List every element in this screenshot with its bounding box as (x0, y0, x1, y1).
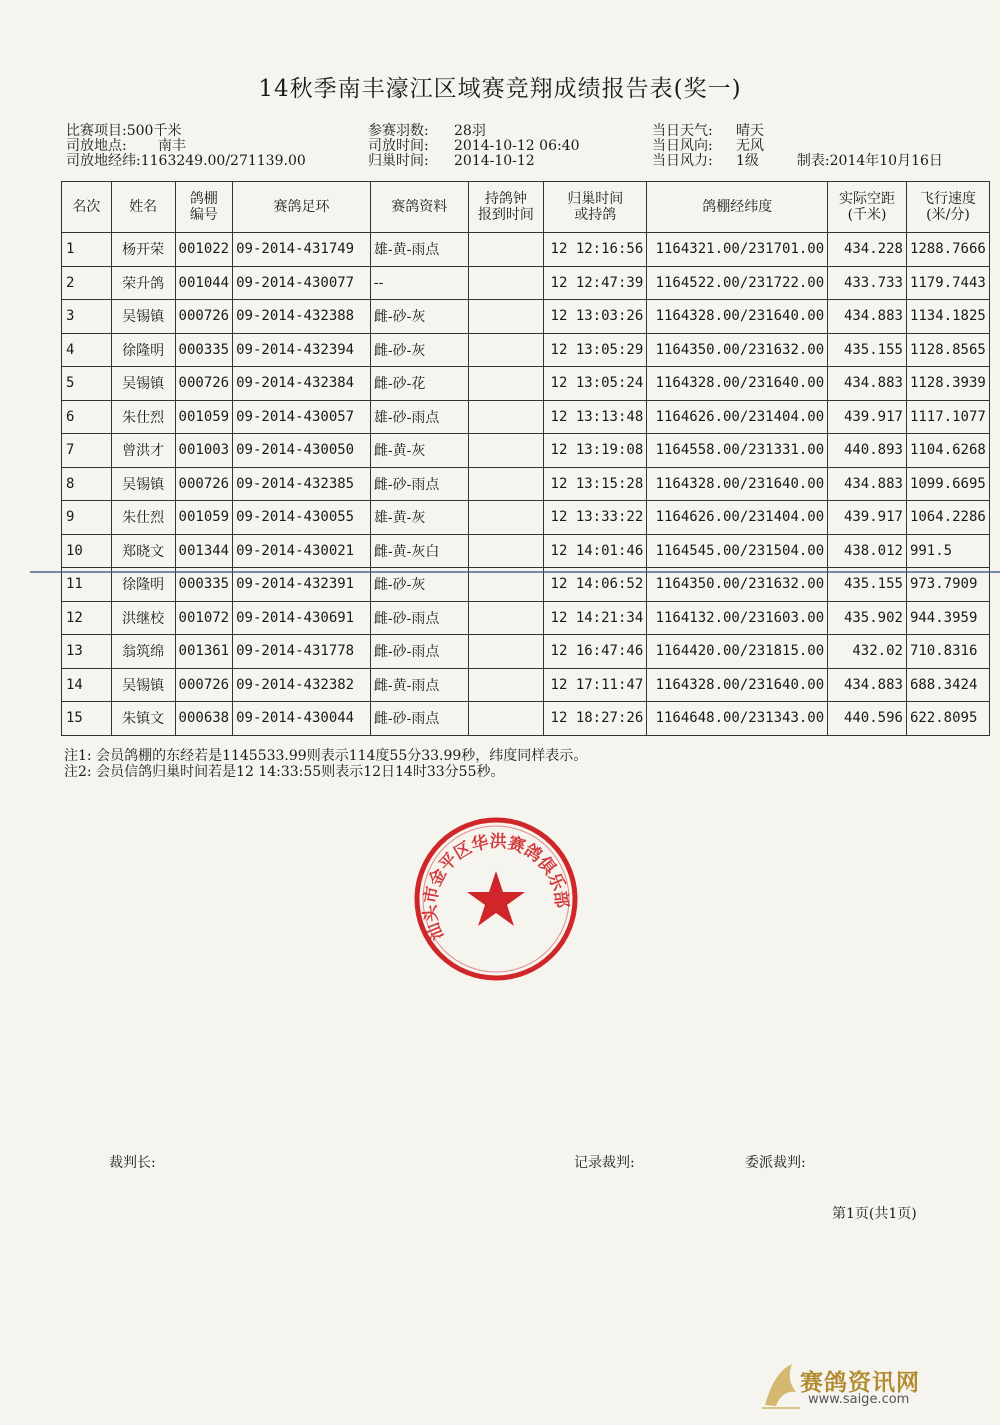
table-row (62, 501, 990, 535)
cell-clock (468, 467, 544, 501)
table-row (62, 300, 990, 334)
cell-coords: 1164626.00/231404.00 (647, 501, 828, 535)
cell-ring: 09-2014-430055 (233, 501, 371, 535)
cell-clock (468, 367, 544, 401)
cell-rank: 6 (62, 400, 112, 434)
cell-arrival: 12 13:05:24 (544, 367, 647, 401)
cell-ring: 09-2014-432382 (233, 668, 371, 702)
cell-coords: 1164132.00/231603.00 (647, 601, 828, 635)
record-judge-signature: 记录裁判: (574, 1155, 635, 1171)
cell-coords: 1164522.00/231722.00 (647, 266, 828, 300)
cell-speed: 973.7909 (906, 568, 989, 602)
cell-arrival: 12 14:21:34 (544, 601, 647, 635)
scan-line (30, 571, 1000, 573)
cell-name: 徐隆明 (111, 568, 175, 602)
cell-info: 雌-砂-雨点 (370, 635, 468, 669)
cell-ring: 09-2014-432391 (233, 568, 371, 602)
cell-coords: 1164558.00/231331.00 (647, 434, 828, 468)
cell-name: 洪继校 (111, 601, 175, 635)
cell-info: 雄-黄-灰 (370, 501, 468, 535)
meta-row: 当日天气: 晴天 (652, 123, 764, 139)
cell-info: -- (370, 266, 468, 300)
cell-arrival: 12 13:05:29 (544, 333, 647, 367)
cell-arrival: 12 16:47:46 (544, 635, 647, 669)
cell-rank: 12 (62, 601, 112, 635)
cell-name: 朱仕烈 (111, 501, 175, 535)
cell-clock (468, 668, 544, 702)
meta-row: 当日风向: 无风 (652, 138, 764, 154)
cell-loft: 000726 (175, 467, 233, 501)
cell-clock (468, 400, 544, 434)
cell-arrival: 12 13:33:22 (544, 501, 647, 535)
cell-name: 朱镇文 (111, 702, 175, 736)
cell-arrival: 12 13:15:28 (544, 467, 647, 501)
meta-row: 司放时间: 2014-10-12 06:40 (368, 138, 580, 154)
cell-speed: 1288.7666 (906, 233, 989, 267)
cell-speed: 710.8316 (906, 635, 989, 669)
cell-ring: 09-2014-432385 (233, 467, 371, 501)
cell-clock (468, 266, 544, 300)
cell-ring: 09-2014-432388 (233, 300, 371, 334)
cell-coords: 1164545.00/231504.00 (647, 534, 828, 568)
cell-speed: 944.3959 (906, 601, 989, 635)
cell-distance: 435.155 (828, 568, 907, 602)
cell-coords: 1164350.00/231632.00 (647, 333, 828, 367)
cell-clock (468, 233, 544, 267)
report-title: 14秋季南丰濠江区域赛竞翔成绩报告表(奖一) (258, 76, 742, 102)
column-header: 鸽棚经纬度 (647, 182, 828, 233)
meta-row: 司放地经纬:1163249.00/271139.00 (66, 153, 306, 169)
cell-rank: 9 (62, 501, 112, 535)
prepared-date: 2014年10月16日 (829, 153, 943, 169)
meta-column-3 (652, 124, 943, 169)
cell-loft: 000638 (175, 702, 233, 736)
cell-coords: 1164328.00/231640.00 (647, 300, 828, 334)
column-header: 持鸽钟 报到时间 (468, 182, 544, 233)
cell-coords: 1164328.00/231640.00 (647, 467, 828, 501)
cell-name: 杨开荣 (111, 233, 175, 267)
cell-speed: 1128.8565 (906, 333, 989, 367)
cell-distance: 438.012 (828, 534, 907, 568)
column-header: 鸽棚 编号 (175, 182, 233, 233)
cell-speed: 688.3424 (906, 668, 989, 702)
cell-distance: 433.733 (828, 266, 907, 300)
cell-info: 雌-黄-灰白 (370, 534, 468, 568)
column-header: 名次 (62, 182, 112, 233)
cell-ring: 09-2014-430057 (233, 400, 371, 434)
cell-info: 雄-黄-雨点 (370, 233, 468, 267)
cell-name: 郑晓文 (111, 534, 175, 568)
cell-ring: 09-2014-431749 (233, 233, 371, 267)
cell-name: 吴锡镇 (111, 668, 175, 702)
cell-arrival: 12 14:06:52 (544, 568, 647, 602)
cell-info: 雌-砂-雨点 (370, 467, 468, 501)
cell-loft: 001059 (175, 501, 233, 535)
notes (64, 748, 588, 780)
cell-distance: 434.883 (828, 367, 907, 401)
cell-arrival: 12 14:01:46 (544, 534, 647, 568)
table-row (62, 467, 990, 501)
cell-distance: 434.883 (828, 668, 907, 702)
assigned-judge-signature: 委派裁判: (745, 1155, 806, 1171)
table-row (62, 400, 990, 434)
column-header: 赛鸽足环 (233, 182, 371, 233)
meta-row: 参赛羽数: 28羽 (368, 123, 486, 139)
cell-arrival: 12 13:19:08 (544, 434, 647, 468)
cell-arrival: 12 18:27:26 (544, 702, 647, 736)
cell-speed: 1134.1825 (906, 300, 989, 334)
cell-name: 徐隆明 (111, 333, 175, 367)
table-row (62, 601, 990, 635)
cell-clock (468, 333, 544, 367)
svg-text:汕头市金平区华洪赛鸽俱乐部: 汕头市金平区华洪赛鸽俱乐部 (420, 831, 572, 944)
cell-rank: 11 (62, 568, 112, 602)
cell-arrival: 12 12:47:39 (544, 266, 647, 300)
cell-speed: 1117.1077 (906, 400, 989, 434)
cell-distance: 439.917 (828, 400, 907, 434)
cell-loft: 001022 (175, 233, 233, 267)
chief-judge-signature: 裁判长: (109, 1155, 156, 1171)
cell-info: 雌-黄-灰 (370, 434, 468, 468)
table-row (62, 434, 990, 468)
cell-coords: 1164328.00/231640.00 (647, 367, 828, 401)
column-header: 实际空距 (千米) (828, 182, 907, 233)
site-watermark (760, 1360, 960, 1415)
cell-coords: 1164350.00/231632.00 (647, 568, 828, 602)
table-row (62, 233, 990, 267)
cell-loft: 001003 (175, 434, 233, 468)
cell-name: 吴锡镇 (111, 367, 175, 401)
cell-speed: 991.5 (906, 534, 989, 568)
cell-rank: 2 (62, 266, 112, 300)
cell-coords: 1164420.00/231815.00 (647, 635, 828, 669)
cell-distance: 432.02 (828, 635, 907, 669)
cell-speed: 1179.7443 (906, 266, 989, 300)
table-body (62, 233, 990, 736)
cell-rank: 1 (62, 233, 112, 267)
table-row (62, 702, 990, 736)
cell-name: 翁筑绵 (111, 635, 175, 669)
cell-loft: 001072 (175, 601, 233, 635)
cell-name: 朱仕烈 (111, 400, 175, 434)
page-number: 第1页(共1页) (832, 1206, 917, 1222)
cell-loft: 000335 (175, 568, 233, 602)
cell-distance: 440.596 (828, 702, 907, 736)
cell-name: 吴锡镇 (111, 300, 175, 334)
cell-arrival: 12 17:11:47 (544, 668, 647, 702)
cell-loft: 001044 (175, 266, 233, 300)
cell-ring: 09-2014-430050 (233, 434, 371, 468)
meta-column-2 (368, 124, 580, 169)
cell-ring: 09-2014-430044 (233, 702, 371, 736)
cell-loft: 000335 (175, 333, 233, 367)
cell-rank: 4 (62, 333, 112, 367)
cell-coords: 1164626.00/231404.00 (647, 400, 828, 434)
cell-arrival: 12 13:03:26 (544, 300, 647, 334)
cell-distance: 434.883 (828, 300, 907, 334)
column-header: 飞行速度 (米/分) (906, 182, 989, 233)
results-table (61, 181, 990, 736)
cell-rank: 13 (62, 635, 112, 669)
cell-clock (468, 434, 544, 468)
cell-ring: 09-2014-430077 (233, 266, 371, 300)
cell-loft: 001344 (175, 534, 233, 568)
cell-speed: 1104.6268 (906, 434, 989, 468)
cell-info: 雌-砂-雨点 (370, 702, 468, 736)
cell-speed: 1064.2286 (906, 501, 989, 535)
cell-distance: 434.883 (828, 467, 907, 501)
note-2: 注2: 会员信鸽归巢时间若是12 14:33:55则表示12日14时33分55秒。 (64, 764, 505, 780)
watermark-name: 赛鸽资讯网 (800, 1370, 920, 1396)
cell-loft: 001361 (175, 635, 233, 669)
table-row (62, 534, 990, 568)
cell-coords: 1164328.00/231640.00 (647, 668, 828, 702)
table-row (62, 668, 990, 702)
cell-name: 曾洪才 (111, 434, 175, 468)
cell-info: 雌-砂-灰 (370, 333, 468, 367)
cell-rank: 3 (62, 300, 112, 334)
cell-coords: 1164321.00/231701.00 (647, 233, 828, 267)
cell-clock (468, 501, 544, 535)
cell-ring: 09-2014-430691 (233, 601, 371, 635)
meta-row: 司放地点: 南丰 (66, 138, 186, 154)
meta-row: 比赛项目:500千米 (66, 123, 182, 139)
cell-name: 吴锡镇 (111, 467, 175, 501)
table-row (62, 367, 990, 401)
cell-speed: 622.8095 (906, 702, 989, 736)
meta-column-1 (66, 124, 306, 169)
cell-info: 雄-砂-雨点 (370, 400, 468, 434)
cell-clock (468, 635, 544, 669)
cell-info: 雌-砂-花 (370, 367, 468, 401)
cell-info: 雌-黄-雨点 (370, 668, 468, 702)
cell-distance: 439.917 (828, 501, 907, 535)
column-header: 赛鸽资料 (370, 182, 468, 233)
meta-row: 归巢时间: 2014-10-12 (368, 153, 535, 169)
cell-distance: 435.155 (828, 333, 907, 367)
cell-info: 雌-砂-灰 (370, 568, 468, 602)
cell-rank: 7 (62, 434, 112, 468)
cell-distance: 440.893 (828, 434, 907, 468)
cell-distance: 435.902 (828, 601, 907, 635)
cell-speed: 1099.6695 (906, 467, 989, 501)
cell-ring: 09-2014-431778 (233, 635, 371, 669)
cell-coords: 1164648.00/231343.00 (647, 702, 828, 736)
cell-info: 雌-砂-雨点 (370, 601, 468, 635)
table-row (62, 635, 990, 669)
cell-info: 雌-砂-灰 (370, 300, 468, 334)
cell-rank: 10 (62, 534, 112, 568)
cell-ring: 09-2014-430021 (233, 534, 371, 568)
table-row (62, 333, 990, 367)
cell-speed: 1128.3939 (906, 367, 989, 401)
cell-name: 荣升鸽 (111, 266, 175, 300)
cell-ring: 09-2014-432394 (233, 333, 371, 367)
watermark-url: www.saige.com (808, 1392, 910, 1407)
prepared-label: 制表: (796, 153, 830, 169)
cell-rank: 15 (62, 702, 112, 736)
column-header: 姓名 (111, 182, 175, 233)
cell-rank: 8 (62, 467, 112, 501)
column-header: 归巢时间 或持鸽 (544, 182, 647, 233)
pigeon-logo-icon (760, 1360, 802, 1410)
cell-loft: 000726 (175, 668, 233, 702)
cell-loft: 000726 (175, 367, 233, 401)
cell-clock (468, 534, 544, 568)
table-header-row (62, 182, 990, 233)
cell-loft: 001059 (175, 400, 233, 434)
table-row (62, 266, 990, 300)
cell-clock (468, 601, 544, 635)
cell-arrival: 12 12:16:56 (544, 233, 647, 267)
note-1: 注1: 会员鸽棚的东经若是1145533.99则表示114度55分33.99秒，纬度同样表示。 (64, 748, 588, 764)
cell-rank: 14 (62, 668, 112, 702)
meta-row: 当日风力: 1级 制表:2014年10月16日 (652, 153, 943, 169)
cell-distance: 434.228 (828, 233, 907, 267)
club-seal (412, 815, 580, 983)
cell-arrival: 12 13:13:48 (544, 400, 647, 434)
cell-ring: 09-2014-432384 (233, 367, 371, 401)
cell-loft: 000726 (175, 300, 233, 334)
cell-clock (468, 702, 544, 736)
cell-clock (468, 300, 544, 334)
cell-rank: 5 (62, 367, 112, 401)
